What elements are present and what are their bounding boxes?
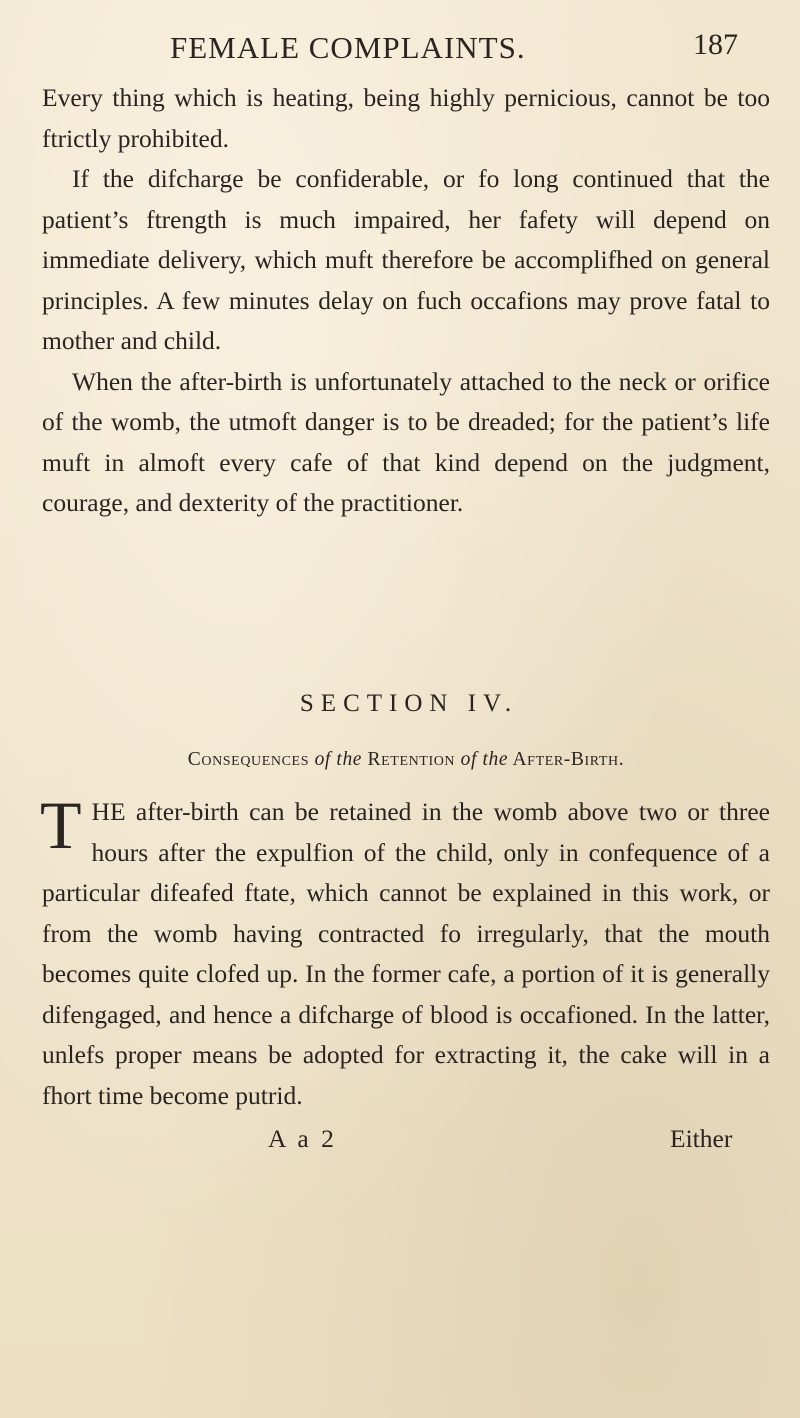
running-title: FEMALE COMPLAINTS. xyxy=(170,30,526,65)
subheading-of-the-2: of the xyxy=(460,749,509,770)
section-subheading xyxy=(42,749,770,771)
paragraph-1: Every thing which is heating, being highly pernicious, cannot be too ftrictly prohibited. xyxy=(42,83,770,153)
paragraph-2: If the difcharge be confiderable, or fo long continued that the patient’s ftrength is much impaired, her fafety will depend on immediate delivery, which muft therefore be accomplifhed on general principles. A few minutes delay on fuch occafions may prove fatal to mother and child. xyxy=(42,164,770,355)
section-paragraph-text: HE after-birth can be retained in the womb above two or three hours after the expulfion of the child, only in confequence of a particular difeafed ftate, which cannot be explained in this work, or from the womb having contracted fo irregularly, that the mouth becomes quite clofed up. In the former cafe, a portion of it is generally difengaged, and hence a difcharge of blood is occafioned. In the latter, unlefs proper means be adopted for extracting it, the cake will in a fhort time become putrid. xyxy=(42,797,770,1110)
subheading-retention: Retention xyxy=(367,749,456,770)
section-paragraph xyxy=(40,787,770,1116)
subheading-of-the-1: of the xyxy=(314,749,363,770)
section-heading: SECTION IV. xyxy=(299,690,519,717)
body-text-top xyxy=(42,78,770,524)
page-number: 187 xyxy=(693,28,738,61)
paragraph-3: When the after-birth is unfortunately attached to the neck or orifice of the womb, the utmoft danger is to be dreaded; for the patient’s life muft in almoft every cafe of that kind depend on the judgment, courage, and dexterity of the practitioner. xyxy=(42,366,770,517)
drop-cap: T xyxy=(40,787,82,863)
signature-mark: A a 2 xyxy=(268,1124,337,1153)
catchword: Either xyxy=(670,1124,733,1153)
subheading-after-birth: After-Birth. xyxy=(512,749,625,770)
subheading-consequences: Consequences xyxy=(187,749,310,770)
